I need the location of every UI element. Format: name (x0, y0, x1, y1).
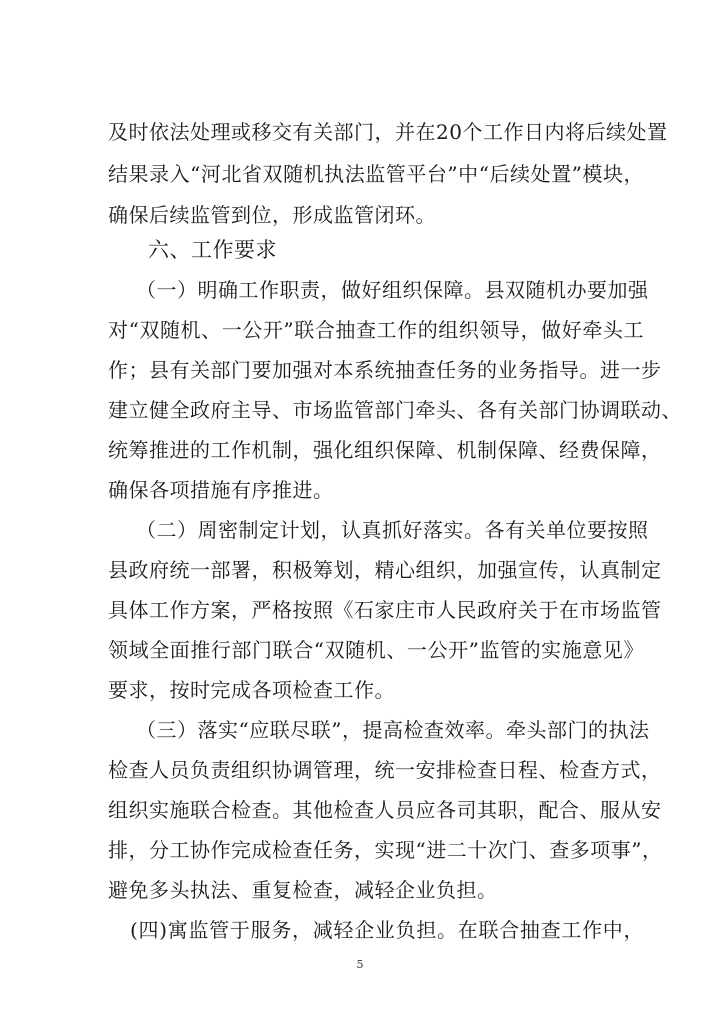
paragraph-line: (四)寓监管于服务，减轻企业负担。在联合抽查工作中， (130, 918, 644, 942)
paragraph-line: 作；县有关部门要加强对本系统抽查任务的业务指导。进一步 (108, 358, 662, 382)
paragraph-line: 及时依法处理或移交有关部门，并在20个工作日内将后续处置 (108, 120, 668, 144)
paragraph-line: 排，分工协作完成检查任务，实现“进二十次门、查多项事”， (108, 838, 663, 862)
paragraph-line: 具体工作方案，严格按照《石家庄市人民政府关于在市场监管 (108, 598, 662, 622)
paragraph-line: （三）落实“应联尽联”，提高检查效率。牵头部门的执法 (136, 718, 650, 742)
paragraph-line: 避免多头执法、重复检查，减轻企业负担。 (108, 878, 498, 902)
paragraph-line: 统筹推进的工作机制，强化组织保障、机制保障、经费保障， (108, 438, 662, 462)
paragraph-line: （二）周密制定计划，认真抓好落实。各有关单位要按照 (136, 518, 649, 542)
paragraph-line: 建立健全政府主导、市场监管部门牵头、各有关部门协调联动、 (108, 398, 682, 422)
paragraph-line: 领域全面推行部门联合“双随机、一公开”监管的实施意见》 (108, 638, 644, 662)
paragraph-line: 确保后续监管到位，形成监管闭环。 (108, 203, 436, 227)
paragraph-line: 检查人员负责组织协调管理，统一安排检查日程、检查方式， (108, 758, 662, 782)
body-text (108, 0, 682, 1018)
paragraph-line: （一）明确工作职责，做好组织保障。县双随机办要加强 (136, 278, 649, 302)
page-number: 5 (356, 958, 364, 971)
section-heading: 六、工作要求 (148, 238, 277, 262)
paragraph-line: 要求，按时完成各项检查工作。 (108, 678, 395, 702)
paragraph-line: 县政府统一部署，积极筹划，精心组织，加强宣传，认真制定 (108, 558, 662, 582)
paragraph-line: 对“双随机、一公开”联合抽查工作的组织领导，做好牵头工 (108, 318, 644, 342)
paragraph-line: 确保各项措施有序推进。 (108, 478, 334, 502)
paragraph-line: 结果录入“河北省双随机执法监管平台”中“后续处置”模块， (108, 162, 644, 186)
paragraph-line: 组织实施联合检查。其他检查人员应各司其职，配合、服从安 (108, 798, 662, 822)
